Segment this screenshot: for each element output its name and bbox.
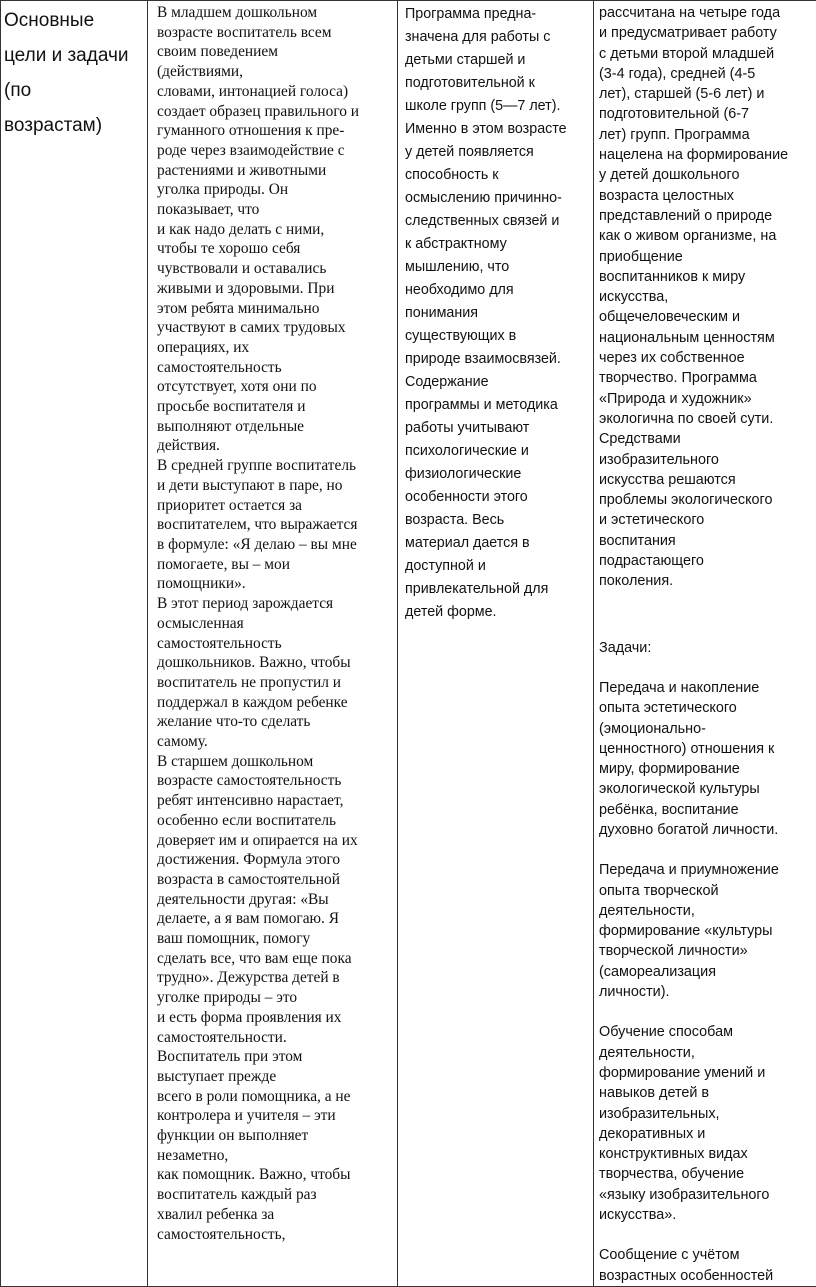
text-line: уголке природы – это [157,988,391,1008]
text-line: показывает, что [157,200,391,220]
text-line: (самореализация [599,962,810,982]
text-line: национальным ценностям [599,328,810,348]
text-line: достижения. Формула этого [157,850,391,870]
text-line: (эмоционально- [599,719,810,739]
text-line: особенности этого [405,486,587,509]
text-line: необходимо для [405,279,587,302]
text-line: Программа предна- [405,3,587,26]
tasks-heading: Задачи: [599,638,810,658]
task-list [599,678,810,1286]
text-line: возраста в самостоятельной [157,870,391,890]
text-line: самому. [157,732,391,752]
text-line: и как надо делать с ними, [157,220,391,240]
text-line: особенно если воспитатель [157,811,391,831]
text-line: незаметно, [157,1146,391,1166]
text-line: Передача и приумножение [599,860,810,880]
text-line: самостоятельность [157,634,391,654]
row-header-cell [1,1,148,1287]
text-line: ребят интенсивно нарастает, [157,791,391,811]
text-line: (действиями, [157,62,391,82]
age-stages-text [148,1,397,1244]
text-line: участвуют в самих трудовых [157,318,391,338]
text-line: выполняют отдельные [157,417,391,437]
text-line: чтобы те хорошо себя [157,239,391,259]
text-line: дошкольников. Важно, чтобы [157,653,391,673]
text-line: психологические и [405,440,587,463]
text-line: воспитания [599,531,810,551]
program-goals-cell [594,1,816,1287]
program-purpose-text [398,1,593,624]
text-line: приоритет остается за [157,496,391,516]
text-line: творческой личности» [599,941,810,961]
text-line: поддержал в каждом ребенке [157,693,391,713]
text-line: создает образец правильного и [157,102,391,122]
text-line: подрастающего [599,551,810,571]
text-line: чувствовали и оставались [157,259,391,279]
text-line: контролера и учителя – эти [157,1106,391,1126]
text-line: воспитанников к миру [599,267,810,287]
text-line: как помощник. Важно, чтобы [157,1165,391,1185]
text-line: и предусматривает работу [599,23,810,43]
text-line: возраста целостных [599,186,810,206]
text-line: экологична по своей сути. [599,409,810,429]
text-line: значена для работы с [405,26,587,49]
text-line: подготовительной (6-7 [599,104,810,124]
text-line: Передача и накопление [599,678,810,698]
text-line: ваш помощник, помогу [157,929,391,949]
text-line: помогаете, вы – мои [157,555,391,575]
text-line: живыми и здоровыми. При [157,279,391,299]
text-line: гуманного отношения к пре- [157,121,391,141]
text-line: лет) групп. Программа [599,125,810,145]
program-intro [599,3,810,592]
text-line: В старшем дошкольном [157,752,391,772]
program-purpose-cell [398,1,594,1287]
text-line: физиологические [405,463,587,486]
text-line: словами, интонацией голоса) [157,82,391,102]
text-line: Сообщение с учётом [599,1245,810,1265]
row-header-text [1,1,147,143]
text-line: формирование умений и [599,1063,810,1083]
text-line: у детей появляется [405,141,587,164]
text-line: уголка природы. Он [157,180,391,200]
text-line: деятельности, [599,901,810,921]
text-line: изобразительных, [599,1104,810,1124]
text-line: Именно в этом возрасте [405,118,587,141]
text-line: ребёнка, воспитание [599,800,810,820]
text-line: просьбе воспитателя и [157,397,391,417]
text-line: конструктивных видах [599,1144,810,1164]
text-line: возрасте самостоятельность [157,771,391,791]
text-line: поколения. [599,571,810,591]
task-item [599,1245,810,1286]
text-line: лет), старшей (5-6 лет) и [599,84,810,104]
text-line: существующих в [405,325,587,348]
text-line: Воспитатель при этом [157,1047,391,1067]
text-line: понимания [405,302,587,325]
text-line: воспитатель не пропустил и [157,673,391,693]
text-line: сделать все, что вам еще пока [157,949,391,969]
text-line: Содержание [405,371,587,394]
text-line: искусства». [599,1205,810,1225]
text-line: духовно богатой личности. [599,820,810,840]
text-line: представлений о природе [599,206,810,226]
text-line: воспитателем, что выражается [157,515,391,535]
text-line: осмыслению причинно- [405,187,587,210]
text-line: В средней группе воспитатель [157,456,391,476]
text-line: осмысленная [157,614,391,634]
text-line: искусства решаются [599,470,810,490]
text-line: нацелена на формирование [599,145,810,165]
text-line: помощники». [157,574,391,594]
text-line: экологической культуры [599,779,810,799]
text-line: формирование «культуры [599,921,810,941]
text-line: самостоятельность, [157,1225,391,1245]
text-line: «языку изобразительного [599,1185,810,1205]
text-line: Обучение способам [599,1022,810,1042]
text-line: возрастам) [4,108,141,143]
text-line: через их собственное [599,348,810,368]
text-line: опыта эстетического [599,698,810,718]
text-line: работы учитывают [405,417,587,440]
text-line: мышлению, что [405,256,587,279]
text-line: растениями и животными [157,161,391,181]
text-line: навыков детей в [599,1083,810,1103]
text-line: и есть форма проявления их [157,1008,391,1028]
text-line: действия. [157,436,391,456]
text-line: функции он выполняет [157,1126,391,1146]
text-line: трудно». Дежурства детей в [157,968,391,988]
text-line: изобразительного [599,450,810,470]
text-line: искусства, [599,287,810,307]
text-line: следственных связей и [405,210,587,233]
text-line: выступает прежде [157,1067,391,1087]
text-line: делаете, а я вам помогаю. Я [157,909,391,929]
text-line: ценностного) отношения к [599,739,810,759]
text-line: возраста. Весь [405,509,587,532]
text-line: (по [4,73,141,108]
task-item [599,678,810,840]
text-line: этом ребята минимально [157,299,391,319]
text-line: деятельности другая: «Вы [157,890,391,910]
task-item [599,860,810,1002]
text-line: детей форме. [405,601,587,624]
text-line: приобщение [599,247,810,267]
text-line: природе взаимосвязей. [405,348,587,371]
text-line: способность к [405,164,587,187]
text-line: общечеловеческим и [599,307,810,327]
text-line: (3-4 года), средней (4-5 [599,64,810,84]
text-line: декоративных и [599,1124,810,1144]
text-line: в формуле: «Я делаю – вы мне [157,535,391,555]
text-line: опыта творческой [599,881,810,901]
text-line: возрастных особенностей [599,1266,810,1286]
text-line: творчество. Программа [599,368,810,388]
text-line: возрасте воспитатель всем [157,23,391,43]
text-line: рассчитана на четыре года [599,3,810,23]
text-line: подготовительной к [405,72,587,95]
text-line: Основные [4,3,141,38]
program-goals-text [594,1,816,1286]
text-line: у детей дошкольного [599,165,810,185]
text-line: хвалил ребенка за [157,1205,391,1225]
text-line: доступной и [405,555,587,578]
text-line: к абстрактному [405,233,587,256]
text-line: детьми старшей и [405,49,587,72]
text-line: личности). [599,982,810,1002]
text-line: доверяет им и опирается на их [157,831,391,851]
text-line: и дети выступают в паре, но [157,476,391,496]
text-line: творчества, обучение [599,1164,810,1184]
text-line: самостоятельности. [157,1028,391,1048]
text-line: миру, формирование [599,759,810,779]
text-line: воспитатель каждый раз [157,1185,391,1205]
text-line: роде через взаимодействие с [157,141,391,161]
text-line: привлекательной для [405,578,587,601]
text-line: операциях, их [157,338,391,358]
age-stages-cell [148,1,398,1287]
text-line: «Природа и художник» [599,389,810,409]
text-line: деятельности, [599,1043,810,1063]
text-line: школе групп (5—7 лет). [405,95,587,118]
text-line: желание что-то сделать [157,712,391,732]
text-line: программы и методика [405,394,587,417]
text-line: своим поведением [157,42,391,62]
task-item [599,1022,810,1225]
text-line: В младшем дошкольном [157,3,391,23]
text-line: отсутствует, хотя они по [157,377,391,397]
text-line: всего в роли помощника, а не [157,1087,391,1107]
text-line: цели и задачи [4,38,141,73]
text-line: проблемы экологического [599,490,810,510]
text-line: с детьми второй младшей [599,44,810,64]
text-line: В этот период зарождается [157,594,391,614]
text-line: материал дается в [405,532,587,555]
text-line: как о живом организме, на [599,226,810,246]
text-line: Средствами [599,429,810,449]
text-line: самостоятельность [157,358,391,378]
text-line: и эстетического [599,510,810,530]
